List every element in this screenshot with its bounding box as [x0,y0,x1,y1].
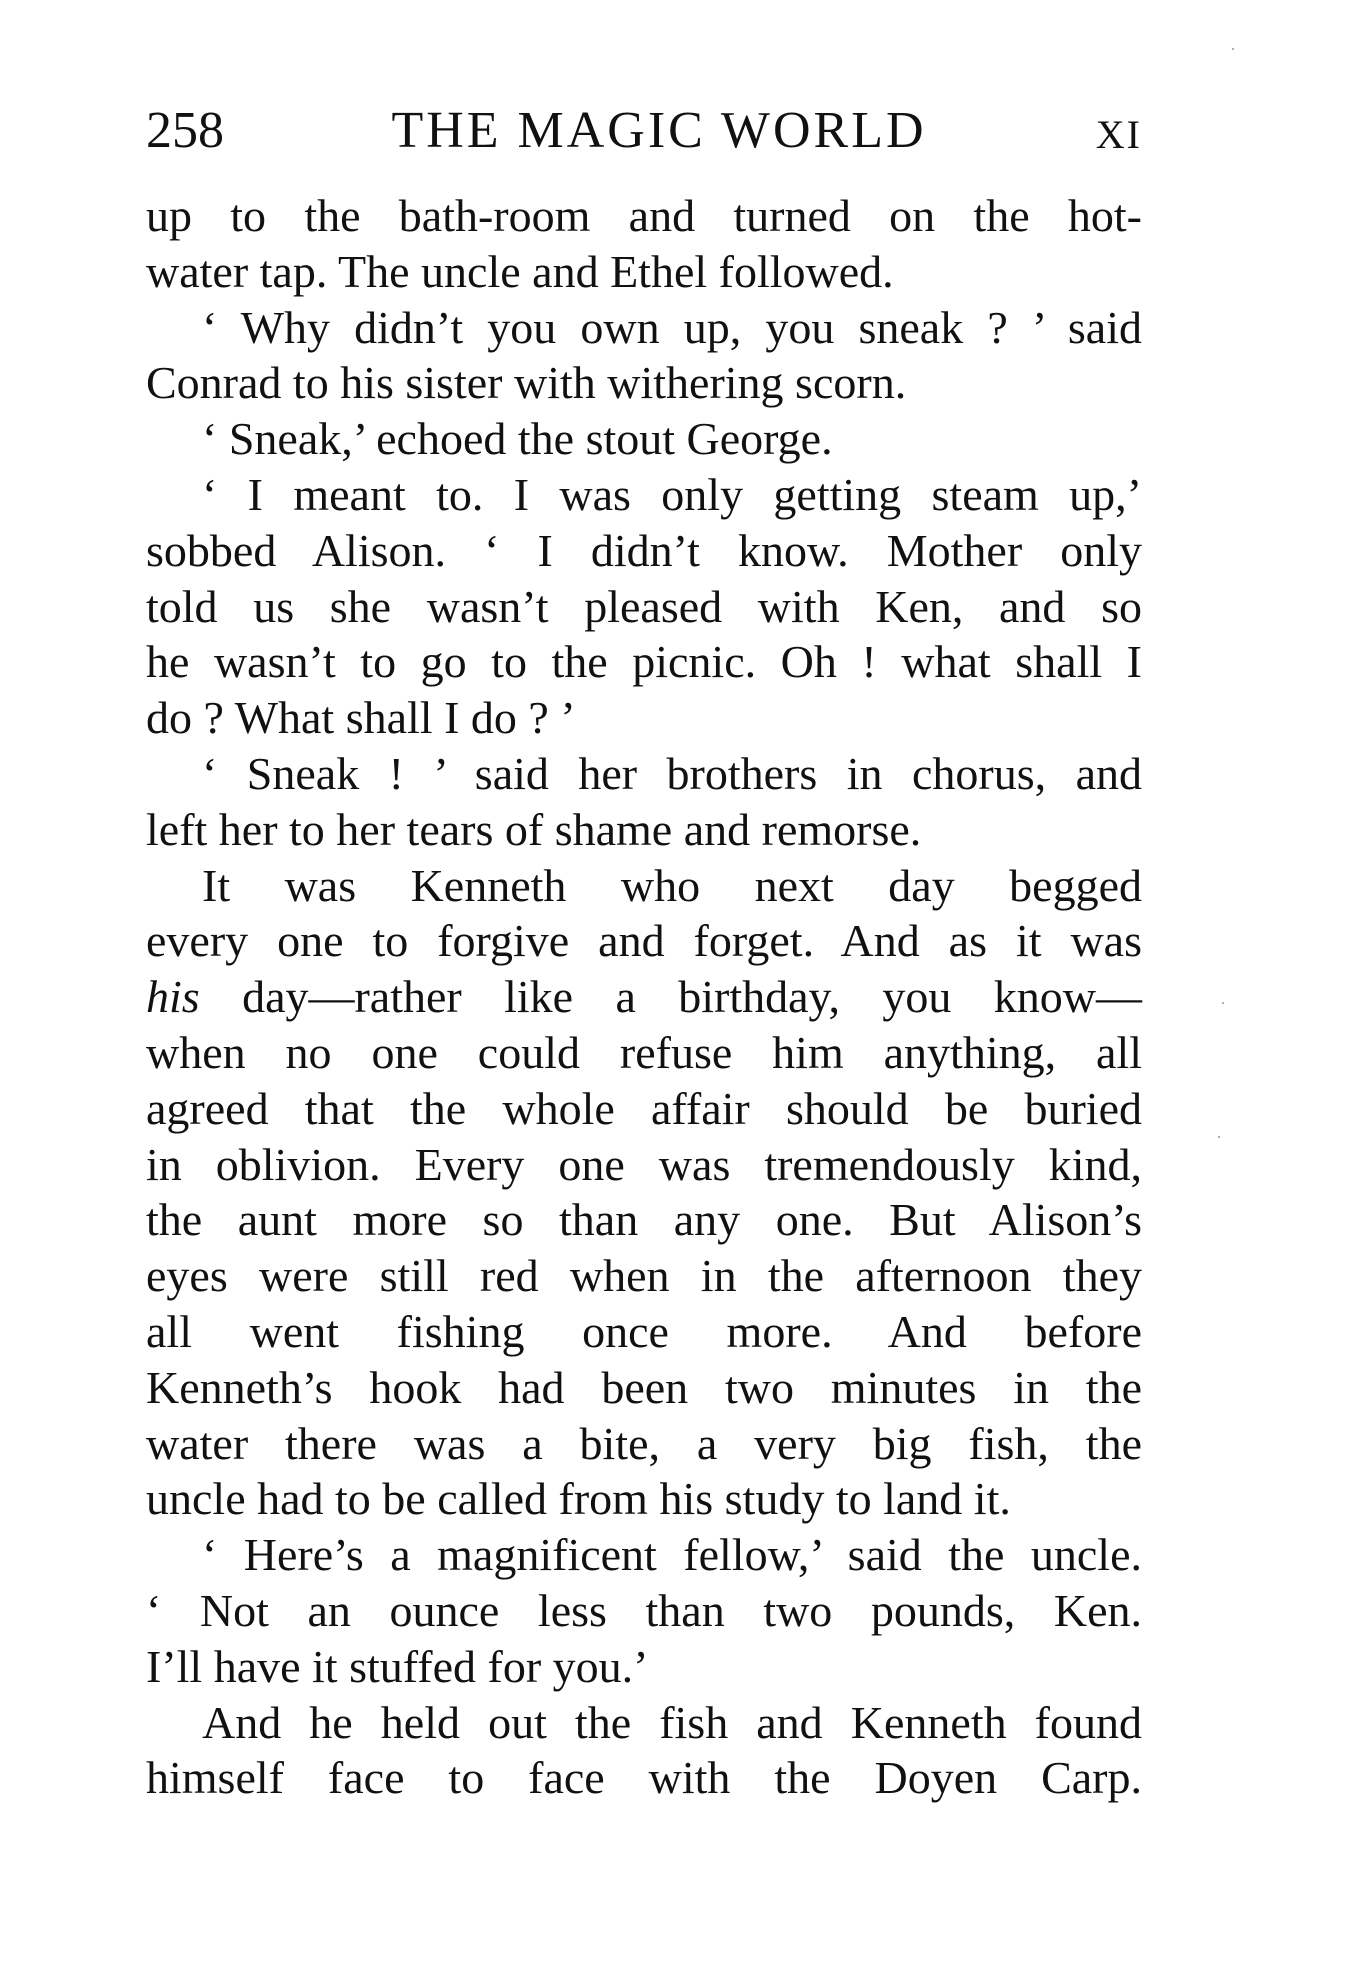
text-line: agreed that the whole affair should be buried [146,1082,1142,1134]
text-line: I’ll have it stuffed for you.’ [146,1640,649,1692]
text-line: ‘ Sneak ! ’ said her brothers in chorus, and [202,747,1142,799]
text-line: all went fishing once more. And before [146,1305,1142,1357]
paper-speck [1222,1002,1224,1004]
running-title: THE MAGIC WORLD [391,102,927,159]
text-line: do ? What shall I do ? ’ [146,692,576,744]
text-line: ‘ Why didn’t you own up, you sneak ? ’ said [202,301,1142,353]
text-line-rest: day—rather like a birthday, you know— [242,971,1143,1023]
text-line: sobbed Alison. ‘ I didn’t know. Mother only [146,524,1142,576]
text-line: And he held out the fish and Kenneth found [202,1696,1142,1748]
paper-speck [1232,48,1234,50]
text-line: up to the bath-room and turned on the hot- [146,190,1142,241]
text-line: left her to her tears of shame and remorse. [146,803,922,855]
text-line: every one to forgive and forget. And as it was [146,915,1142,967]
text-line: eyes were still red when in the afternoon they [146,1250,1142,1302]
page-number: 258 [146,102,224,159]
text-line: in oblivion. Every one was tremendously kind, [146,1138,1142,1190]
text-line: ‘ Not an ounce less than two pounds, Ken. [146,1584,1142,1636]
text-line-italic [146,969,1142,1025]
text-line: he wasn’t to go to the picnic. Oh ! what shall I [146,636,1142,688]
paper-speck [1218,1136,1220,1138]
text-line: uncle had to be called from his study to land it. [146,1473,1011,1525]
body-text [146,188,1142,1806]
text-line: Conrad to his sister with withering scorn. [146,357,907,409]
text-line: It was Kenneth who next day begged [202,859,1142,911]
text-line: water there was a bite, a very big fish, the [146,1417,1142,1469]
text-line: told us she wasn’t pleased with Ken, and so [146,580,1142,632]
text-line: ‘ Here’s a magnificent fellow,’ said the uncle. [202,1529,1142,1581]
text-line: ‘ I meant to. I was only getting steam up,’ [202,468,1142,520]
text-line: himself face to face with the Doyen Carp. [146,1752,1142,1804]
text-line: water tap. The uncle and Ethel followed. [146,245,894,297]
text-line: when no one could refuse him anything, all [146,1026,1142,1078]
text-line: ‘ Sneak,’ echoed the stout George. [202,413,833,465]
text-line: the aunt more so than any one. But Alison’s [146,1194,1142,1246]
running-head [146,96,1142,166]
italic-word: his [146,971,200,1023]
chapter-number: XI [1095,112,1142,157]
text-line: Kenneth’s hook had been two minutes in the [146,1361,1142,1413]
